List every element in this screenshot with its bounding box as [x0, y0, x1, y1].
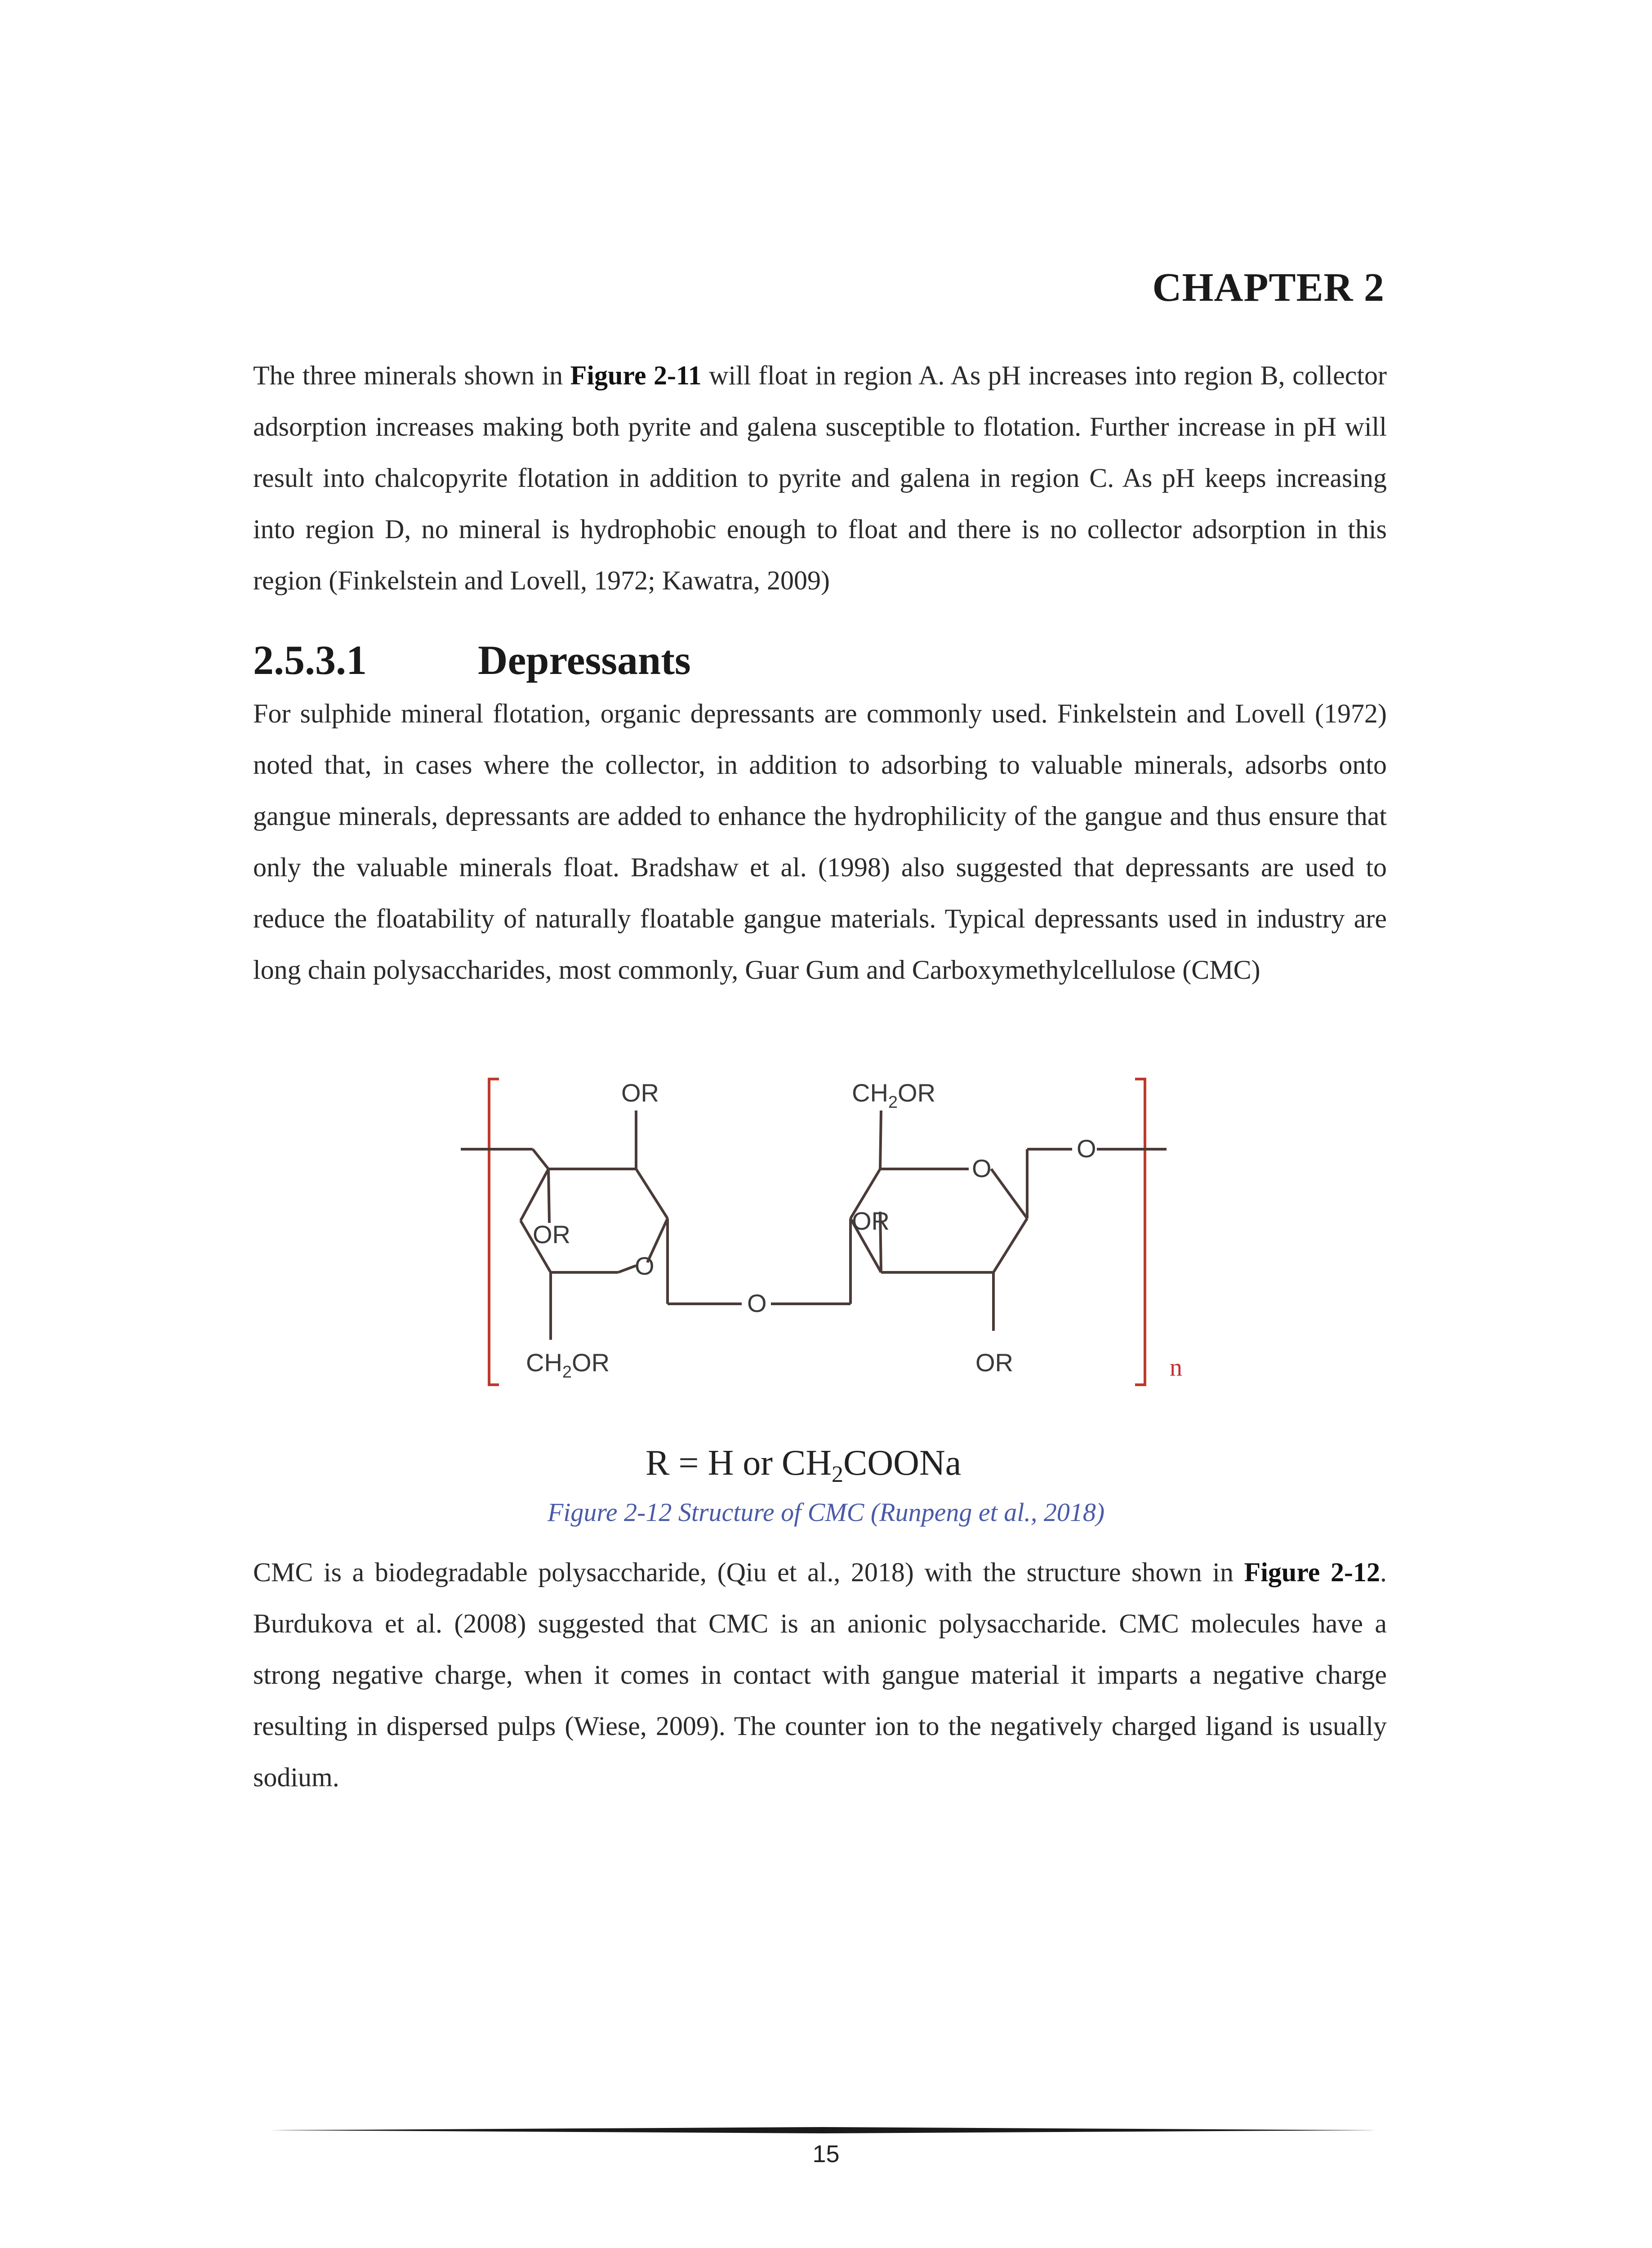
label-o-ring-left: O	[635, 1252, 655, 1280]
label-ch2or-bottom-left: $CH_2OR$	[526, 1348, 610, 1382]
label-o-ring-right: O	[972, 1154, 992, 1182]
label-o-bridge: O	[747, 1289, 767, 1317]
section-heading	[253, 636, 691, 684]
figure-reference: Figure 2-12	[1244, 1557, 1380, 1587]
paragraph-text: The three minerals shown in	[253, 361, 570, 390]
cmc-structure-diagram	[450, 1061, 1236, 1488]
footer-divider	[270, 2127, 1376, 2134]
label-or-bottom-right: OR	[975, 1348, 1013, 1377]
paragraph-depressants: For sulphide mineral flotation, organic depressants are commonly used. Finkelstein and Lovell (1972) noted that, in cases where the collector, in addition to adsorbing to valuable minerals, adsorbs onto gangue minerals, depressants are added to enhance the hydrophilicity of the gangue and thus ensure that only the valuable minerals float. Bradshaw et al. (1998) also suggested that depressants are used to reduce the floatability of naturally floatable gangue materials. Typical depressants used in industry are long chain polysaccharides, most commonly, Guar Gum and Carboxymethylcellulose (CMC)	[253, 699, 1387, 985]
label-or-top-left: OR	[621, 1079, 659, 1107]
section-number: 2.5.3.1	[253, 637, 367, 683]
cmc-structure-figure	[450, 1061, 1236, 1488]
label-o-end: O	[1077, 1134, 1096, 1163]
label-ch2or-top-right: $CH_2OR$	[852, 1079, 936, 1112]
figure-caption: Figure 2-12 Structure of CMC (Runpeng et al., 2018)	[547, 1498, 1105, 1527]
page-number: 15	[812, 2141, 840, 2168]
paragraph-text: will float in region A. As pH increases into region B, collector adsorption increases making both pyrite and galena susceptible to flotation. Further increase in pH will result into chalcopyrite flotation in addition to pyrite and galena in region C. As pH keeps increasing into region D, no mineral is hydrophobic enough to float and there is no collector adsorption in this region (Finkelstein and Lovell, 1972; Kawatra, 2009)	[253, 361, 1387, 595]
repeat-subscript-n: n	[1170, 1354, 1182, 1382]
atom-labels	[526, 1079, 1096, 1382]
r-group-definition: R = H or $CH_2COONa$	[646, 1443, 962, 1487]
label-or-inner-right: OR	[852, 1207, 890, 1235]
figure-reference: Figure 2-11	[570, 361, 702, 390]
repeat-bracket-left	[489, 1079, 499, 1385]
paragraph-flotation-regions	[253, 350, 1387, 606]
chapter-header: CHAPTER 2	[1152, 265, 1385, 310]
repeat-bracket-right	[1135, 1079, 1145, 1385]
paragraph-text: . Burdukova et al. (2008) suggested that CMC is an anionic polysaccharide. CMC molecules have a strong negative charge, when it comes in contact with gangue material it imparts a negative charge resulting in dispersed pulps (Wiese, 2009). The counter ion to the negatively charged ligand is usually sodium.	[253, 1557, 1387, 1792]
section-title: Depressants	[478, 637, 691, 683]
label-or-inner-left: OR	[533, 1220, 570, 1249]
paragraph-cmc	[253, 1547, 1387, 1803]
paragraph-text: CMC is a biodegradable polysaccharide, (Qiu et al., 2018) with the structure shown in	[253, 1557, 1244, 1587]
